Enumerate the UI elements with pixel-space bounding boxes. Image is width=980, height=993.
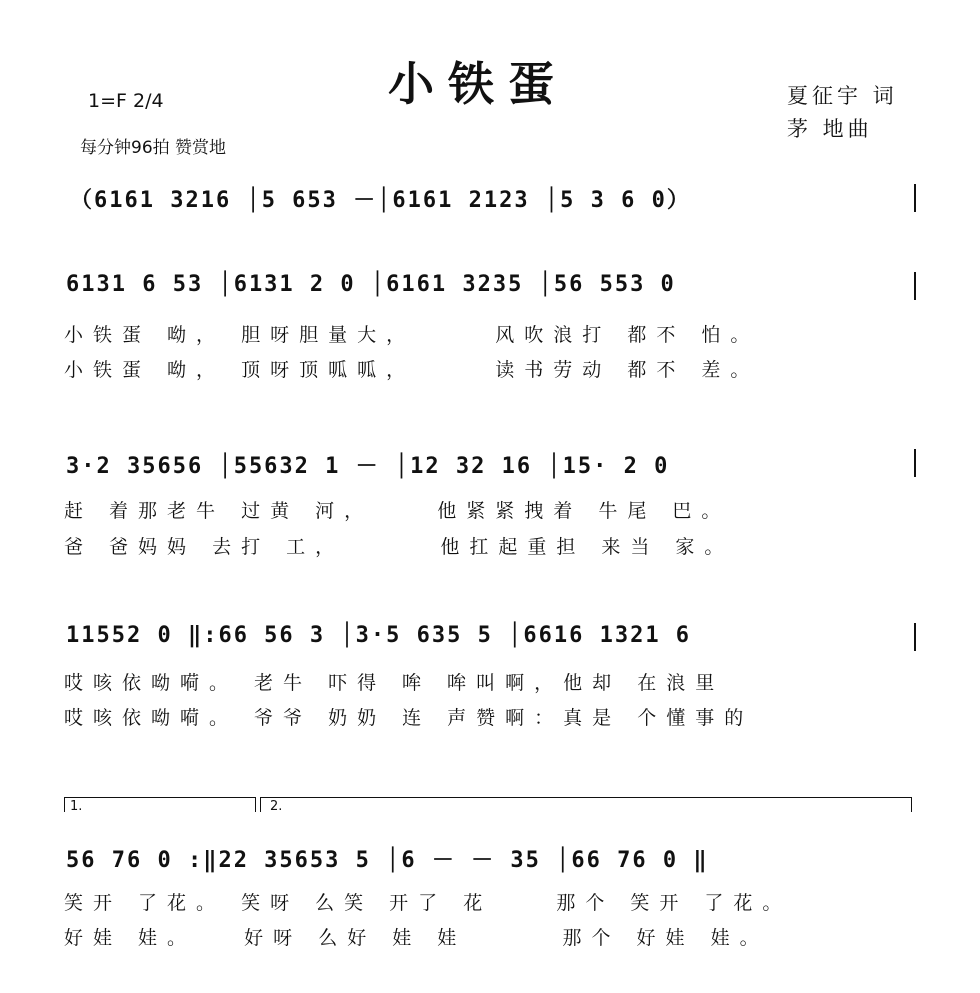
volta-bracket-first — [64, 797, 256, 812]
key-signature: 1=F 2/4 — [88, 90, 164, 112]
tempo-marking: 每分钟96拍 赞赏地 — [80, 138, 227, 158]
barline — [914, 623, 916, 651]
row3-notation: 11552 0 ‖:66 56 3 │3·5 635 5 │6616 1321 6 — [66, 623, 692, 648]
song-title: 小铁蛋 — [388, 57, 568, 111]
row4-lyric-verse1: 笑开 了花。 笑呀 么笑 开了 花 那个 笑开 了花。 — [64, 892, 792, 914]
row4-notation: 56 76 0 :‖22 35653 5 │6 － － 35 │66 76 0 ‖ — [66, 848, 709, 873]
lyricist-credit: 夏征宇 词 — [787, 84, 898, 108]
barline — [914, 449, 916, 477]
row4-lyric-verse2: 好娃 娃。 好呀 么好 娃 娃 那个 好娃 娃。 — [64, 927, 769, 949]
row2-lyric-verse1: 赶 着那老牛 过黄 河， 他紧紧拽着 牛尾 巴。 — [64, 500, 731, 522]
barline — [914, 272, 916, 300]
volta-bracket-second — [260, 797, 912, 812]
intro-notation: （6161 3216 │5 653 －│6161 2123 │5 3 6 0） — [70, 188, 691, 213]
row3-lyric-verse1: 哎咳依呦嗬。 老牛 吓得 哞 哞叫啊，他却 在浪里 — [64, 672, 725, 694]
volta-label-first: 1. — [70, 799, 83, 814]
row2-notation: 3·2 35656 │55632 1 － │12 32 16 │15· 2 0 — [66, 454, 670, 479]
volta-label-second: 2. — [270, 799, 283, 814]
composer-credit: 茅 地曲 — [787, 117, 873, 141]
row3-lyric-verse2: 哎咳依呦嗬。 爷爷 奶奶 连 声赞啊：真是 个懂事的 — [64, 707, 754, 729]
row1-notation: 6131 6 53 │6131 2 0 │6161 3235 │56 553 0 — [66, 272, 676, 297]
row2-lyric-verse2: 爸 爸妈妈 去打 工， 他扛起重担 来当 家。 — [64, 536, 734, 558]
row1-lyric-verse2: 小铁蛋 呦， 顶呀顶呱呱， 读书劳动 都不 差。 — [64, 359, 760, 381]
barline — [914, 184, 916, 212]
row1-lyric-verse1: 小铁蛋 呦， 胆呀胆量大， 风吹浪打 都不 怕。 — [64, 324, 760, 346]
